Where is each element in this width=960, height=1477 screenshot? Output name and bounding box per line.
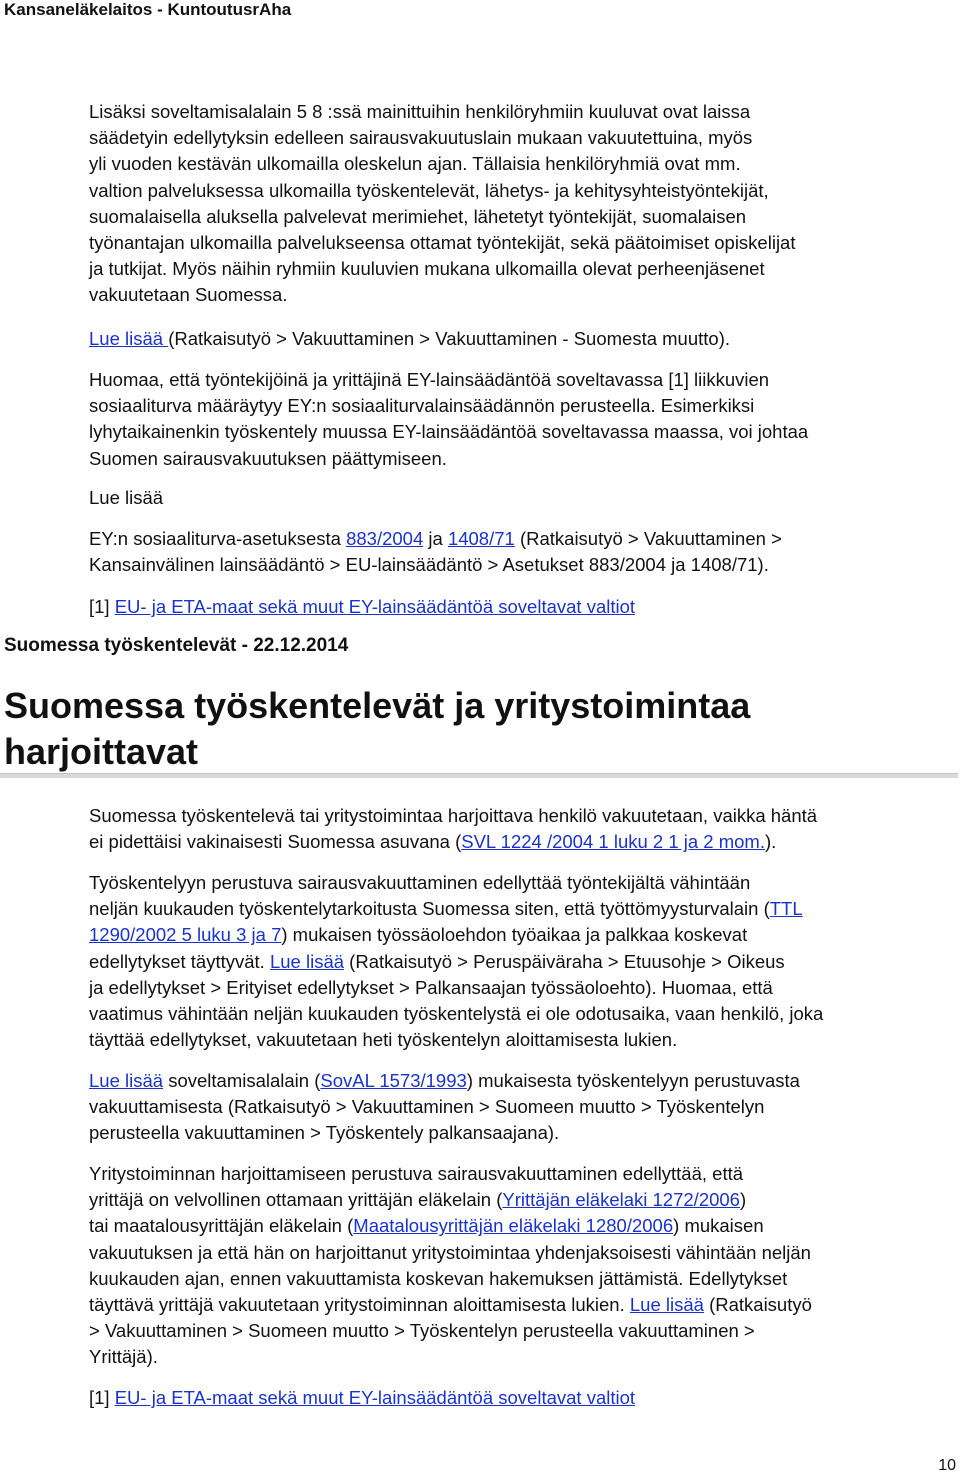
text-line: Suomen sairausvakuutuksen päättymiseen. — [89, 447, 447, 469]
text-line: yli vuoden kestävän ulkomailla oleskelun ajan. Tällaisia henkilöryhmiä ovat mm. — [89, 153, 741, 175]
text-span: neljän kuukauden työskentelytarkoitusta Suomessa siten, että työttömyysturvalain ( — [89, 898, 770, 920]
paragraph-ey-legislation — [89, 367, 959, 472]
paragraph-regulations — [89, 526, 959, 578]
text-span: ). — [764, 831, 777, 853]
footnote-marker: [1] — [89, 596, 115, 617]
text-line: vakuuttamisesta (Ratkaisutyö > Vakuuttaminen > Suomeen muutto > Työskentelyn — [89, 1096, 765, 1118]
text-line — [89, 1213, 959, 1239]
svl-link[interactable]: SVL 1224 /2004 1 luku 2 1 ja 2 mom. — [461, 831, 765, 853]
eu-eta-countries-link[interactable]: EU- ja ETA-maat sekä muut EY-lainsäädäntöä soveltavat valtiot — [114, 1387, 636, 1408]
paragraph-soval — [89, 1068, 959, 1147]
footnote-1 — [89, 594, 959, 620]
regulation-883-link[interactable]: 883/2004 — [346, 528, 424, 549]
text-line: valtion palveluksessa ulkomailla työskentelevät, lähetys- ja kehitysyhteistyöntekijät, — [89, 179, 769, 201]
read-more-link[interactable]: Lue lisää — [629, 1294, 704, 1316]
text-line: vaatimus vähintään neljän kuukauden työskentelystä ei ole odotusaika, vaan henkilö, joka — [89, 1003, 824, 1025]
text-span: soveltamisalalain ( — [163, 1070, 321, 1091]
text-line — [89, 1068, 959, 1094]
text-line — [89, 922, 959, 948]
text-span: (Ratkaisutyö > Peruspäiväraha > Etuusohje > Oikeus — [344, 950, 785, 972]
read-more-text: Lue lisää — [89, 487, 164, 508]
text-line: ja tutkijat. Myös näihin ryhmiin kuuluvien mukana ulkomailla olevat perheenjäsenet — [89, 258, 765, 280]
paragraph-read-more-1 — [89, 326, 959, 352]
text-span: ei pidettäisi vakinaisesti Suomessa asuvana ( — [89, 831, 462, 853]
text-line: Työskentelyyn perustuva sairausvakuuttaminen edellyttää työntekijältä vähintään — [89, 872, 751, 893]
text-line: > Vakuuttaminen > Suomeen muutto > Työskentelyn perusteella vakuuttaminen > — [89, 1320, 755, 1342]
ttl-section-link[interactable]: 1290/2002 5 luku 3 ja 7 — [89, 924, 282, 946]
text-line: sosiaaliturva määräytyy EY:n sosiaaliturvalainsäädännön perusteella. Esimerkiksi — [89, 395, 755, 417]
title-line: harjoittavat — [4, 731, 199, 772]
read-more-link[interactable]: Lue lisää — [269, 950, 345, 972]
title-line: Suomessa työskentelevät ja yritystoimintaa — [4, 685, 751, 726]
text-span: ) mukaisen työssäoloehdon työaikaa ja palkkaa koskevat — [281, 924, 748, 946]
text-line: täyttää edellytykset, vakuutetaan heti työskentelyn aloittamisesta lukien. — [89, 1029, 678, 1051]
text-line: säädetyin edellytyksin edelleen sairausvakuutuslain mukaan vakuutettuina, myös — [89, 127, 753, 149]
text-line: Kansainvälinen lainsäädäntö > EU-lainsäädäntö > Asetukset 883/2004 ja 1408/71). — [89, 554, 769, 576]
eu-eta-countries-link[interactable]: EU- ja ETA-maat sekä muut EY-lainsäädäntöä soveltavat valtiot — [114, 596, 636, 617]
text-span: EY:n sosiaaliturva-asetuksesta — [89, 528, 347, 549]
footnote-marker: [1] — [89, 1387, 115, 1408]
paragraph-entrepreneur — [89, 1161, 959, 1371]
text-span: täyttävä yrittäjä vakuutetaan yritystoiminnan aloittamisesta lukien. — [89, 1294, 630, 1316]
text-line: ja edellytykset > Erityiset edellytykset > Palkansaajan työssäoloehto). Huomaa, että — [89, 976, 773, 998]
text-line — [89, 526, 959, 552]
text-line — [89, 1187, 959, 1213]
text-line: vakuutetaan Suomessa. — [89, 284, 288, 306]
text-line: perusteella vakuuttaminen > Työskentely palkansaajana). — [89, 1122, 560, 1144]
regulation-1408-link[interactable]: 1408/71 — [447, 528, 515, 549]
myel-link[interactable]: Maatalousyrittäjän eläkelaki 1280/2006 — [353, 1215, 674, 1237]
text-span: (Ratkaisutyö — [703, 1294, 812, 1316]
title-divider — [0, 773, 958, 778]
ttl-link[interactable]: TTL — [769, 898, 803, 920]
text-span: edellytykset täyttyvät. — [89, 950, 270, 972]
breadcrumb-path: (Ratkaisutyö > Vakuuttaminen > Vakuuttaminen - Suomesta muutto). — [168, 328, 730, 349]
text-line: Lisäksi soveltamisalalain 5 8 :ssä mainittuihin henkilöryhmiin kuuluvat ovat laissa — [89, 101, 751, 122]
document-header: Kansaneläkelaitos - KuntoutusrAha — [4, 0, 292, 19]
text-line: kuukauden ajan, ennen vakuuttamista koskevan hakemuksen jättämistä. Edellytykset — [89, 1267, 788, 1289]
page-title — [4, 683, 944, 775]
text-span: ja — [423, 528, 448, 549]
text-line: Huomaa, että työntekijöinä ja yrittäjinä EY-lainsäädäntöä soveltavassa [1] liikkuvien — [89, 369, 770, 390]
paragraph-employment — [89, 870, 959, 1053]
text-span: ) mukaisen — [673, 1215, 764, 1237]
text-span: (Ratkaisutyö > Vakuuttaminen > — [514, 528, 782, 549]
text-line — [89, 949, 959, 975]
section-byline: Suomessa työskentelevät - 22.12.2014 — [4, 635, 349, 656]
paragraph-soveltamisalalaki — [89, 99, 959, 309]
footnote-2 — [89, 1385, 959, 1411]
text-span: ) mukaisesta työskentelyyn perustuvasta — [466, 1070, 800, 1091]
text-span: tai maatalousyrittäjän eläkelain ( — [89, 1215, 354, 1237]
text-line — [89, 1292, 959, 1318]
text-line: suomalaisella aluksella palvelevat merimiehet, lähetetyt työntekijät, suomalaisen — [89, 205, 747, 227]
text-line: Yrittäjä). — [89, 1346, 158, 1368]
text-span: yrittäjä on velvollinen ottamaan yrittäjän eläkelain ( — [89, 1189, 503, 1211]
text-span: ) — [739, 1189, 747, 1211]
page-number: 10 — [938, 1457, 956, 1474]
read-more-link[interactable]: Lue lisää — [89, 328, 169, 349]
paragraph-insured — [89, 803, 959, 855]
read-more-link[interactable]: Lue lisää — [89, 1070, 164, 1091]
text-line: vakuutuksen ja että hän on harjoittanut yritystoimintaa yhdenjaksoisesti vähintään neljän — [89, 1241, 811, 1263]
yel-link[interactable]: Yrittäjän eläkelaki 1272/2006 — [502, 1189, 740, 1211]
soval-link[interactable]: SovAL 1573/1993 — [320, 1070, 467, 1091]
text-line: lyhytaikainenkin työskentely muussa EY-lainsäädäntöä soveltavassa maassa, voi johtaa — [89, 421, 809, 443]
text-line: Suomessa työskentelevä tai yritystoimintaa harjoittava henkilö vakuutetaan, vaikka häntä — [89, 805, 818, 826]
text-line: työnantajan ulkomailla palvelukseensa ottamat työntekijät, sekä päätoimiset opiskelijat — [89, 232, 796, 254]
text-line — [89, 829, 959, 855]
text-line: Yritystoiminnan harjoittamiseen perustuva sairausvakuuttaminen edellyttää, että — [89, 1163, 744, 1184]
text-line — [89, 896, 959, 922]
